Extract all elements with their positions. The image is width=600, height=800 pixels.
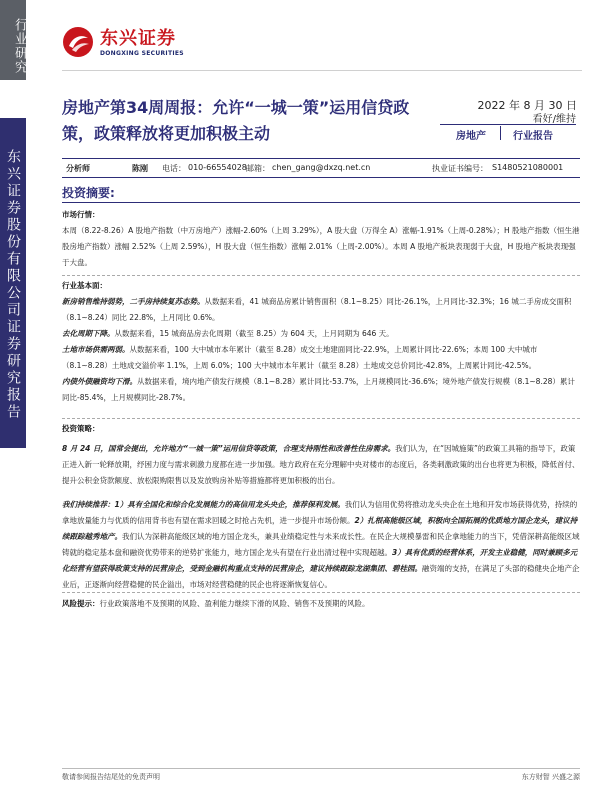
- report-date: 2022 年 8 月 30 日: [477, 99, 577, 112]
- recommend-text3: 融资端的支持，在满足了头部的稳健央企地产企业后，正逐渐向经营稳健的民企溢出，市场对经营稳健的民企也将逐渐恢复信心。: [62, 564, 580, 589]
- land-lead: 土地市场供需两弱。: [62, 345, 130, 354]
- strategy-section: [62, 421, 580, 593]
- recommend-lead3: 3）具有优质的经营体系，开发主业稳健，同时兼顾多元化经营有望获得政策支持的民营房企，: [62, 548, 578, 573]
- analyst-email: chen_gang@dxzq.net.cn: [272, 163, 371, 172]
- market-label: 市场行情：: [62, 210, 100, 219]
- sales-lead: 新房销售维持弱势，二手房持续复苏态势。: [62, 297, 205, 306]
- logo-mark-icon: [62, 26, 94, 58]
- recommend-lead2: 2）扎根高能级区域，积极向全国拓展的优质地方国企龙头，建议持续跟踪越秀地产。: [62, 516, 578, 541]
- header-divider: [62, 70, 582, 71]
- analyst-cert: S1480521080001: [492, 163, 564, 172]
- risk-text: 行业政策落地不及预期的风险、盈利能力继续下滑的风险、销售不及预期的风险。: [99, 599, 370, 608]
- report-title: 房地产第34周周报：允许“一城一策”运用信贷政策，政策释放将更加积极主动: [62, 98, 410, 143]
- logo-text-cn: 东兴证券: [100, 28, 176, 49]
- company-logo: [62, 26, 222, 66]
- strategy-paragraph: [62, 441, 580, 489]
- summary-heading: 投资摘要:: [62, 184, 580, 203]
- inventory-lead: 去化周期下降。: [62, 329, 115, 338]
- inventory-text: 从数据来看，15 城商品房去化周期（截至 8.25）为 604 天，上月同期为 646 天。: [114, 329, 394, 338]
- finance-paragraph: [62, 374, 580, 406]
- report-rating: 看好/维持: [440, 110, 576, 125]
- section-separator: [62, 275, 580, 276]
- inventory-paragraph: [62, 326, 580, 342]
- analyst-info-bar: [62, 158, 580, 178]
- recommend-text1: 我们认为信用优势将推动龙头央企在土地和开发市场获得优势，持续的拿地放量能力与优质的信用背书也有望在需求回暖之时抢占先机，进一步提升市场份额。: [62, 500, 578, 525]
- sales-paragraph: [62, 294, 580, 326]
- risk-label: 风险提示：: [62, 599, 100, 608]
- footer-slogan: 东方财智 兴盛之源: [521, 773, 580, 781]
- analyst-phone-label: 电话：: [162, 164, 186, 173]
- analyst-cert-label: 执业证书编号：: [432, 164, 488, 173]
- land-paragraph: [62, 342, 580, 374]
- finance-lead: 内债外债融资均下滑。: [62, 377, 137, 386]
- analyst-email-label: 邮箱：: [246, 164, 270, 173]
- recommend-paragraph: [62, 497, 580, 593]
- market-text: 本周（8.22-8.26）A 股地产指数（中万房地产）涨幅-2.60%（上周 3.29%），A 股大盘（万得全 A）涨幅-1.91%（上周-0.28%）；H 股地产指数（恒生港股房地产指数）涨幅 2.52%（上周 2.59%），H 股大盘（恒生指数）涨幅 2.01%（上周-2.00%）。本周 A 股地产板块表现弱于大盘，H 股地产板块表现强于大盘。: [62, 226, 580, 267]
- strategy-text: 我们认为，在“因城施策”的政策工具箱的指导下，政策正进入新一轮释放期，纾困力度与需求刺激力度都在进一步加强。地方政府在充分理解中央对楼市的态度后，各类刺激政策的出台也将更为积极，降低首付、提升公积金贷款额度、放松限购限售以及发放购房补贴等措施都将更加积极的出台。: [62, 444, 580, 485]
- analyst-role: 分析师: [66, 164, 90, 173]
- fundamentals-section: [62, 278, 580, 406]
- tag-industry: 房地产: [456, 131, 486, 142]
- tag-type: 行业报告: [513, 131, 553, 142]
- market-section: [62, 207, 580, 271]
- section-separator: [62, 418, 580, 419]
- footer-divider: [62, 768, 580, 769]
- logo-text-en: DONGXING SECURITIES: [100, 50, 184, 57]
- analyst-name: 陈刚: [132, 164, 148, 173]
- sidebar-section-label: 行业研究: [0, 0, 26, 80]
- recommend-text2: 我们认为深耕高能级区域的地方国企龙头，兼具业绩稳定性与未来成长性。在民企大规模暴雷和民企拿地能力的当下，凭借深耕高能级区域铸就的稳定基本盘和融资优势带来的逆势扩张能力，地方国企龙头有望在行业出清过程中实现超越。: [62, 532, 580, 557]
- sidebar-company-name: 东兴证券股份有限公司证券研究报告: [5, 149, 21, 421]
- recommend-lead3b: 受到金融机构重点支持的民营房企，建议持续跟踪龙湖集团、碧桂园。: [189, 564, 422, 573]
- strategy-label: 投资策略：: [62, 424, 100, 433]
- report-tags: [440, 124, 576, 140]
- finance-text: 从数据来看，境内地产债发行规模（8.1~8.28）累计同比-53.7%，上月规模同比-36.6%；境外地产债发行规模（8.1~8.28）累计同比-85.4%，上月规模同比-28.7%。: [62, 377, 575, 402]
- strategy-lead: 8 月 24 日，国常会提出，允许地方“一城一策”运用信贷等政策，合理支持刚性和改善性住房需求。: [62, 444, 396, 453]
- sales-text: 从数据来看，41 城商品房累计销售面积（8.1~8.25）同比-26.1%，上月同比-32.3%；16 城二手房成交面积（8.1~8.24）同比 22.8%，上月同比 0.6%。: [62, 297, 572, 322]
- fundamentals-label: 行业基本面：: [62, 281, 107, 290]
- analyst-phone: 010-66554028: [188, 163, 247, 172]
- risk-section: [62, 596, 580, 612]
- recommend-lead: 我们持续推荐：1）具有全国化和综合化发展能力的高信用龙头央企，推荐保利发展。: [62, 500, 345, 509]
- footer-disclaimer: 敬请参阅报告结尾处的免责声明: [62, 773, 160, 781]
- section-separator: [62, 592, 580, 593]
- tag-divider: [500, 126, 501, 140]
- land-text: 从数据来看，100 大中城市本年累计（截至 8.28）成交土地建面同比-22.9%，上周累计同比-22.6%；本周 100 大中城市（8.1~8.28）土地成交溢价率 1.1%，上周 6.0%；100 大中城市本年累计（截至 8.28）土地成交总价同比-42.8%，上周累计同比-42.5%。: [62, 345, 538, 370]
